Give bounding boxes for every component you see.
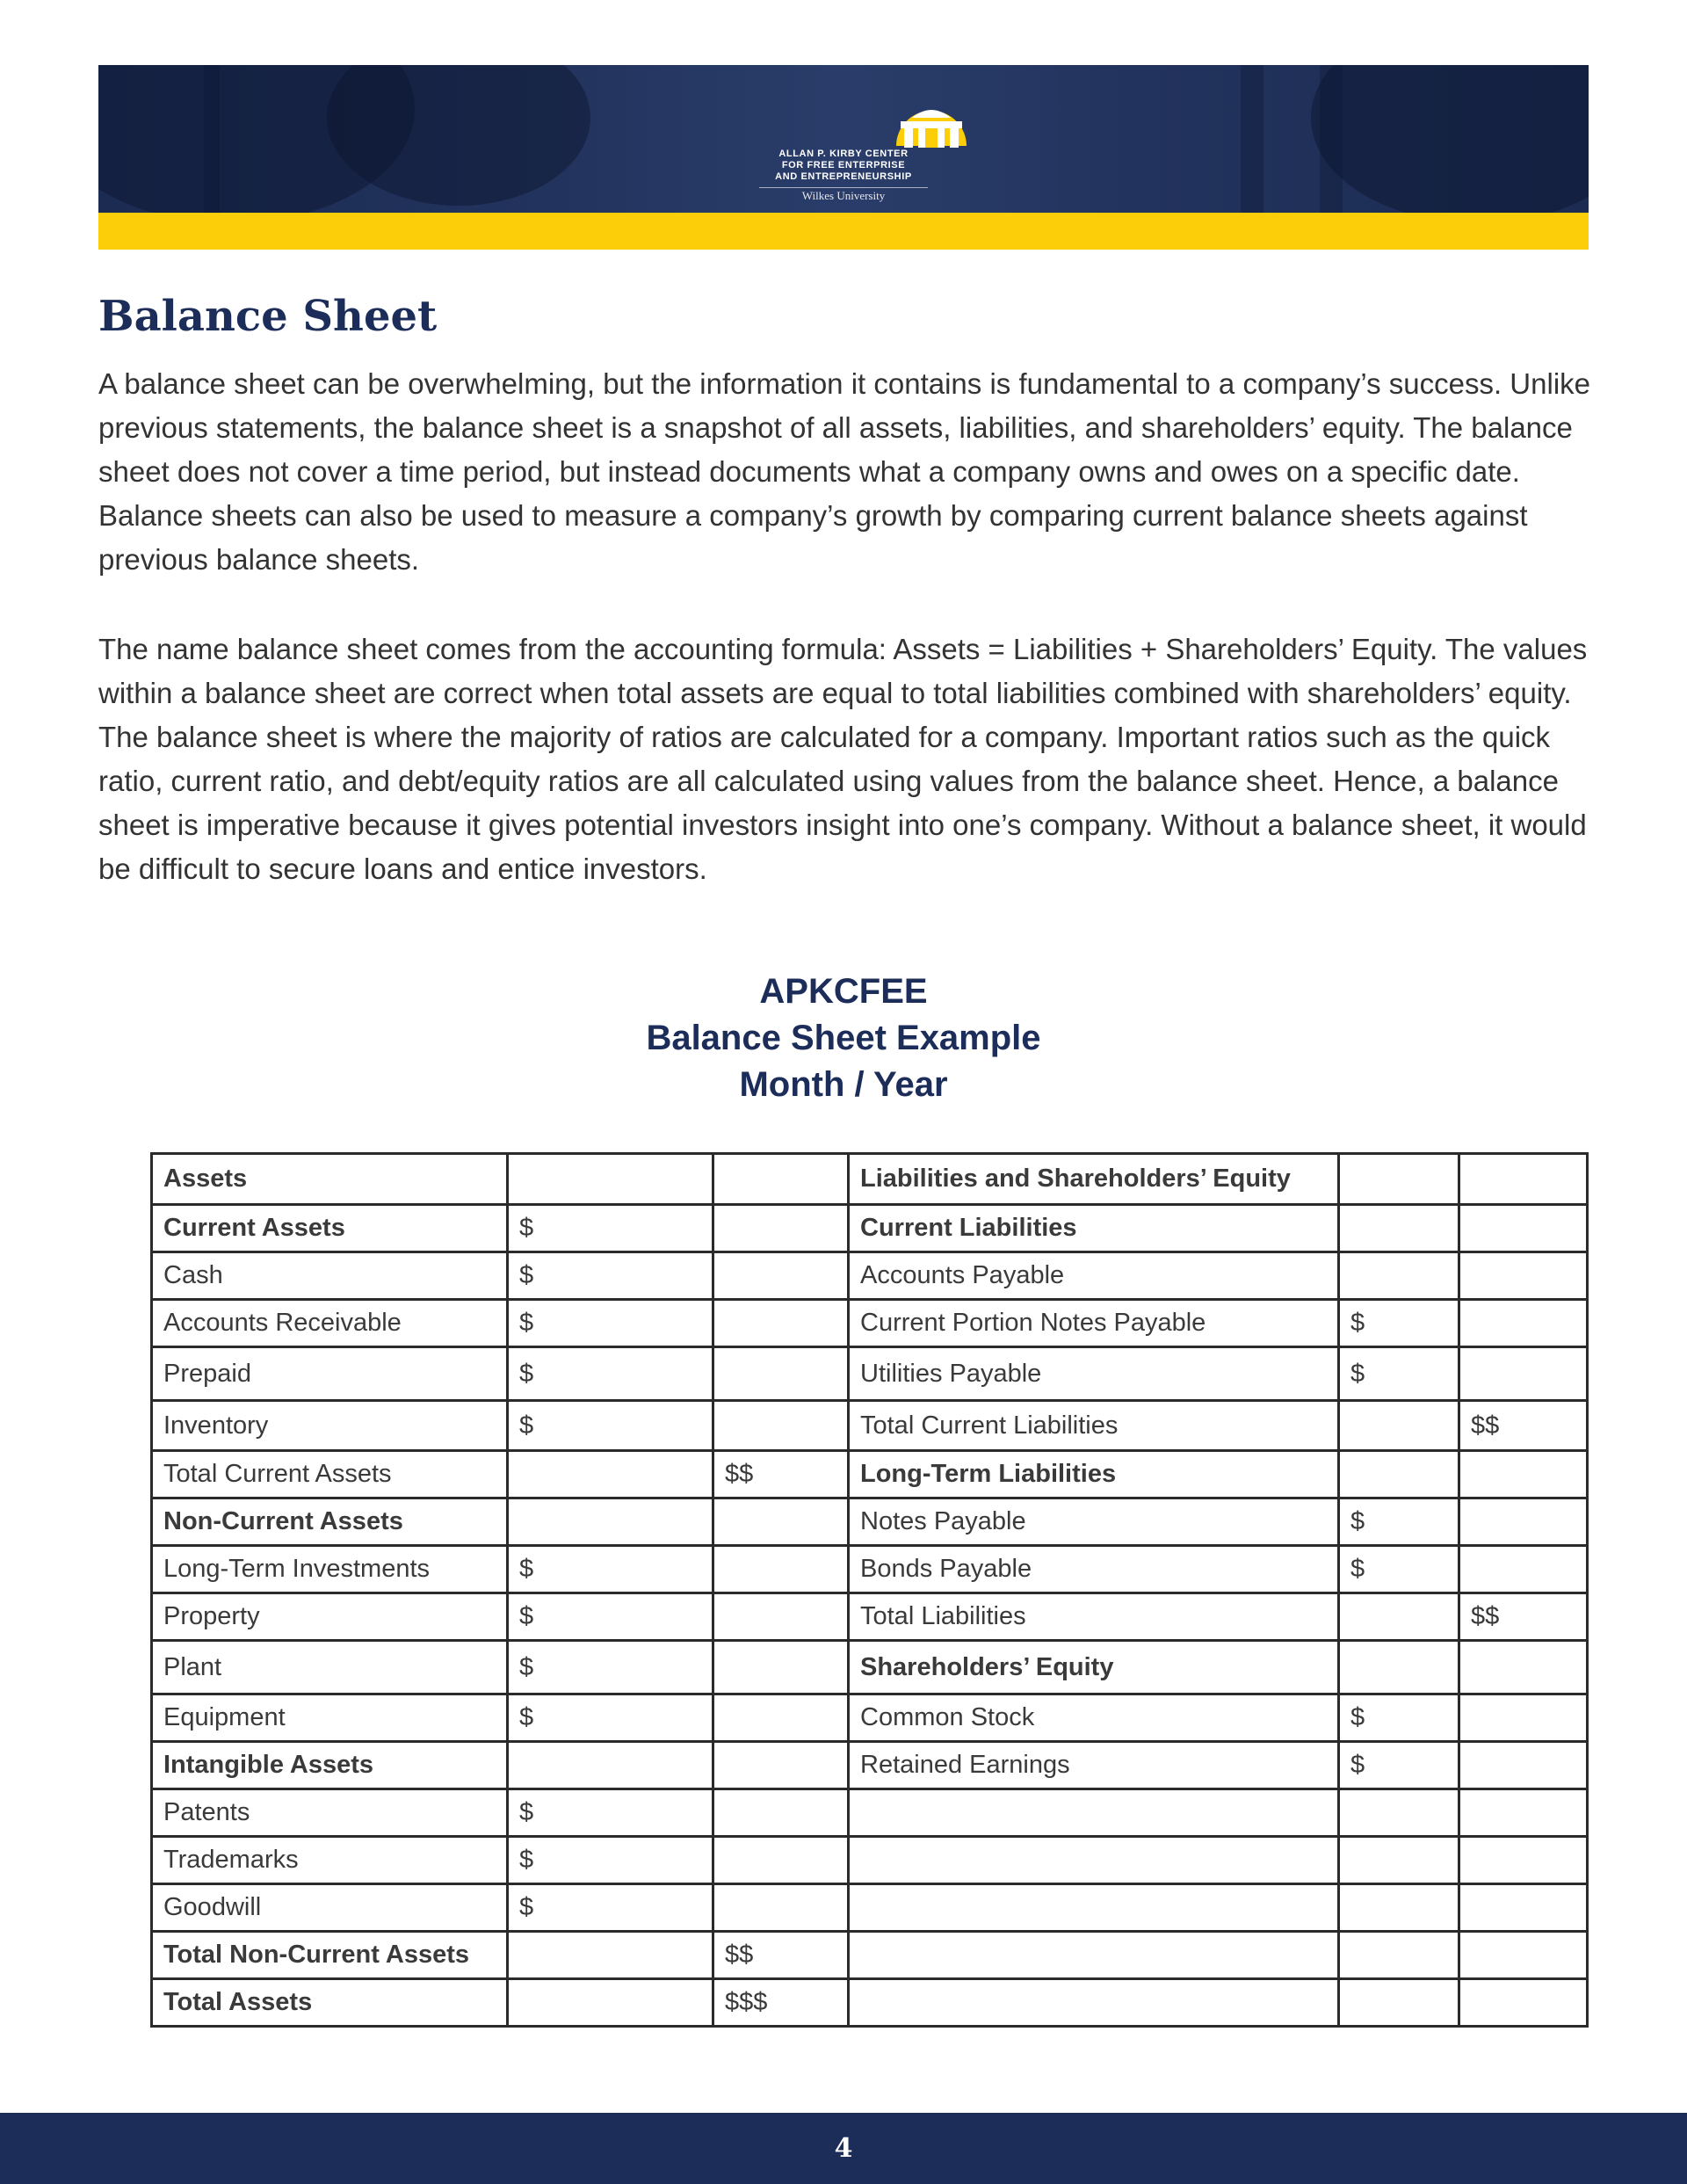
amount-cell xyxy=(1339,1154,1459,1205)
table-row xyxy=(152,1694,1588,1742)
table-row xyxy=(152,1932,1588,1979)
amount-cell: $ xyxy=(1339,1498,1459,1546)
amount-cell xyxy=(713,1546,849,1593)
line-item-label: Long-Term Liabilities xyxy=(849,1451,1339,1498)
line-item-label xyxy=(849,1932,1339,1979)
amount-cell xyxy=(713,1300,849,1347)
amount-cell xyxy=(1459,1546,1588,1593)
line-item-label: Total Assets xyxy=(152,1979,508,2027)
amount-cell: $ xyxy=(508,1205,713,1252)
amount-cell xyxy=(1459,1451,1588,1498)
line-item-label: Accounts Receivable xyxy=(152,1300,508,1347)
line-item-label: Equipment xyxy=(152,1694,508,1742)
table-row xyxy=(152,1884,1588,1932)
table-row xyxy=(152,1300,1588,1347)
amount-cell xyxy=(1459,1694,1588,1742)
amount-cell: $ xyxy=(508,1593,713,1641)
table-row xyxy=(152,1789,1588,1837)
example-period: Month / Year xyxy=(739,1065,948,1104)
amount-cell xyxy=(508,1979,713,2027)
amount-cell xyxy=(713,1498,849,1546)
line-item-label: Assets xyxy=(152,1154,508,1205)
line-item-label: Retained Earnings xyxy=(849,1742,1339,1789)
amount-cell xyxy=(713,1837,849,1884)
amount-cell xyxy=(1339,1205,1459,1252)
line-item-label: Plant xyxy=(152,1641,508,1694)
amount-cell xyxy=(1459,1789,1588,1837)
page-title: Balance Sheet xyxy=(98,292,438,341)
amount-cell: $ xyxy=(1339,1300,1459,1347)
line-item-label: Prepaid xyxy=(152,1347,508,1401)
logo-line-1: ALLAN P. KIRBY CENTER xyxy=(778,149,909,159)
line-item-label: Goodwill xyxy=(152,1884,508,1932)
line-item-label: Liabilities and Shareholders’ Equity xyxy=(849,1154,1339,1205)
line-item-label: Current Assets xyxy=(152,1205,508,1252)
amount-cell xyxy=(713,1742,849,1789)
amount-cell xyxy=(1459,1979,1588,2027)
amount-cell xyxy=(1459,1498,1588,1546)
line-item-label: Shareholders’ Equity xyxy=(849,1641,1339,1694)
table-row xyxy=(152,1546,1588,1593)
logo-line-2: FOR FREE ENTERPRISE xyxy=(781,160,906,171)
amount-cell: $$$ xyxy=(713,1979,849,2027)
amount-cell: $$ xyxy=(1459,1593,1588,1641)
amount-cell xyxy=(508,1498,713,1546)
table-row xyxy=(152,1979,1588,2027)
amount-cell: $ xyxy=(1339,1742,1459,1789)
amount-cell: $ xyxy=(1339,1347,1459,1401)
line-item-label xyxy=(849,1789,1339,1837)
amount-cell xyxy=(1339,1451,1459,1498)
example-heading: Balance Sheet Example xyxy=(646,1019,1041,1057)
amount-cell xyxy=(1459,1837,1588,1884)
header-banner xyxy=(98,65,1589,213)
amount-cell: $ xyxy=(508,1789,713,1837)
logo-divider xyxy=(759,187,928,188)
amount-cell: $ xyxy=(1339,1546,1459,1593)
amount-cell: $ xyxy=(508,1546,713,1593)
amount-cell: $ xyxy=(508,1694,713,1742)
line-item-label: Current Liabilities xyxy=(849,1205,1339,1252)
amount-cell xyxy=(1459,1742,1588,1789)
amount-cell: $ xyxy=(508,1252,713,1300)
line-item-label xyxy=(849,1837,1339,1884)
line-item-label: Bonds Payable xyxy=(849,1546,1339,1593)
amount-cell: $ xyxy=(508,1347,713,1401)
amount-cell: $$ xyxy=(713,1451,849,1498)
amount-cell xyxy=(1459,1932,1588,1979)
amount-cell xyxy=(1459,1205,1588,1252)
line-item-label: Current Portion Notes Payable xyxy=(849,1300,1339,1347)
amount-cell xyxy=(1339,1979,1459,2027)
line-item-label: Long-Term Investments xyxy=(152,1546,508,1593)
amount-cell xyxy=(713,1694,849,1742)
amount-cell: $ xyxy=(508,1837,713,1884)
amount-cell: $ xyxy=(508,1300,713,1347)
amount-cell xyxy=(1459,1347,1588,1401)
amount-cell xyxy=(1459,1884,1588,1932)
amount-cell xyxy=(1339,1593,1459,1641)
logo-line-3: AND ENTREPRENEURSHIP xyxy=(775,171,912,182)
amount-cell xyxy=(713,1401,849,1451)
table-row xyxy=(152,1498,1588,1546)
line-item-label: Non-Current Assets xyxy=(152,1498,508,1546)
line-item-label: Total Current Liabilities xyxy=(849,1401,1339,1451)
amount-cell xyxy=(713,1593,849,1641)
line-item-label: Total Current Assets xyxy=(152,1451,508,1498)
amount-cell xyxy=(508,1932,713,1979)
table-row xyxy=(152,1593,1588,1641)
line-item-label: Utilities Payable xyxy=(849,1347,1339,1401)
line-item-label: Cash xyxy=(152,1252,508,1300)
gold-stripe xyxy=(98,213,1589,250)
amount-cell xyxy=(1339,1932,1459,1979)
amount-cell xyxy=(1459,1300,1588,1347)
amount-cell xyxy=(1339,1401,1459,1451)
table-row xyxy=(152,1154,1588,1205)
line-item-label: Intangible Assets xyxy=(152,1742,508,1789)
amount-cell xyxy=(508,1451,713,1498)
amount-cell xyxy=(713,1347,849,1401)
amount-cell: $ xyxy=(1339,1694,1459,1742)
line-item-label: Total Non-Current Assets xyxy=(152,1932,508,1979)
amount-cell xyxy=(713,1884,849,1932)
amount-cell xyxy=(713,1205,849,1252)
line-item-label: Trademarks xyxy=(152,1837,508,1884)
kirby-center-logo xyxy=(98,65,1589,213)
amount-cell xyxy=(713,1252,849,1300)
table-row xyxy=(152,1641,1588,1694)
line-item-label: Patents xyxy=(152,1789,508,1837)
line-item-label: Inventory xyxy=(152,1401,508,1451)
amount-cell xyxy=(1339,1789,1459,1837)
table-row xyxy=(152,1401,1588,1451)
table-row xyxy=(152,1205,1588,1252)
amount-cell xyxy=(1339,1884,1459,1932)
formula-paragraph: The name balance sheet comes from the accounting formula: Assets = Liabilities + Shareholders’ Equity. The values within a balance sheet are correct when total assets are equal to total liabilities combined with shareholders’ equity. The balance sheet is where the majority of ratios are calculated for a company. Important ratios such as the quick ratio, current ratio, and debt/equity ratios are all calculated using values from the balance sheet. Hence, a balance sheet is imperative because it gives potential investors insight into one’s company. Without a balance sheet, it would be difficult to secure loans and entice investors. xyxy=(98,633,1588,885)
line-item-label: Common Stock xyxy=(849,1694,1339,1742)
intro-paragraph: A balance sheet can be overwhelming, but the information it contains is fundamental to a company’s success. Unlike previous statements, the balance sheet is a snapshot of all assets, liabilities, and shareholders’ equity. The balance sheet does not cover a time period, but instead documents what a company owns and owes on a specific date. Balance sheets can also be used to measure a company’s growth by comparing current balance sheets against previous balance sheets. xyxy=(98,367,1591,576)
amount-cell xyxy=(508,1154,713,1205)
line-item-label: Notes Payable xyxy=(849,1498,1339,1546)
amount-cell xyxy=(713,1154,849,1205)
balance-sheet-table xyxy=(150,1152,1589,2028)
amount-cell: $ xyxy=(508,1884,713,1932)
line-item-label: Total Liabilities xyxy=(849,1593,1339,1641)
table-row xyxy=(152,1347,1588,1401)
amount-cell xyxy=(1339,1641,1459,1694)
amount-cell xyxy=(713,1789,849,1837)
amount-cell: $$ xyxy=(1459,1401,1588,1451)
amount-cell xyxy=(1459,1154,1588,1205)
table-row xyxy=(152,1252,1588,1300)
table-row xyxy=(152,1451,1588,1498)
page-footer xyxy=(0,2113,1687,2184)
line-item-label: Property xyxy=(152,1593,508,1641)
line-item-label: Accounts Payable xyxy=(849,1252,1339,1300)
table-row xyxy=(152,1742,1588,1789)
logo-university: Wilkes University xyxy=(801,189,886,202)
page-number: 4 xyxy=(834,2133,853,2164)
line-item-label xyxy=(849,1884,1339,1932)
amount-cell xyxy=(1339,1837,1459,1884)
table-row xyxy=(152,1837,1588,1884)
amount-cell xyxy=(508,1742,713,1789)
example-company: APKCFEE xyxy=(759,972,928,1011)
amount-cell xyxy=(1459,1641,1588,1694)
line-item-label xyxy=(849,1979,1339,2027)
amount-cell xyxy=(713,1641,849,1694)
amount-cell xyxy=(1339,1252,1459,1300)
amount-cell: $ xyxy=(508,1641,713,1694)
amount-cell: $ xyxy=(508,1401,713,1451)
amount-cell xyxy=(1459,1252,1588,1300)
amount-cell: $$ xyxy=(713,1932,849,1979)
